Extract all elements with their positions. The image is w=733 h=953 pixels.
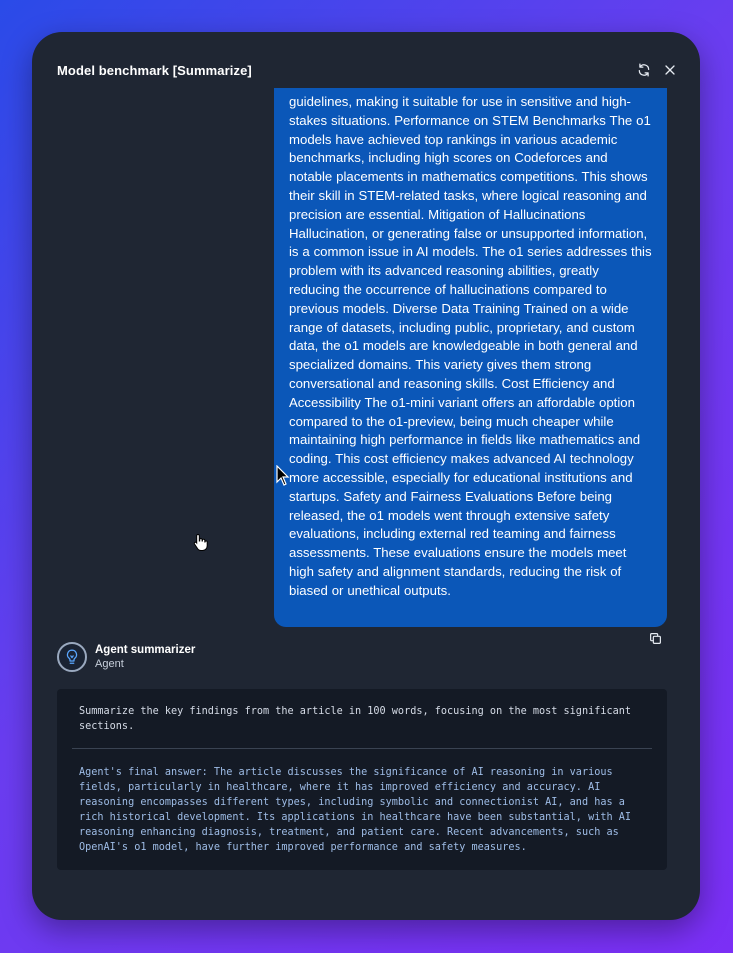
dialog-title: Model benchmark [Summarize]	[57, 62, 252, 78]
refresh-icon[interactable]	[636, 62, 652, 78]
agent-info	[95, 643, 195, 671]
agent-name: Agent summarizer	[95, 644, 196, 656]
dialog-header	[57, 60, 678, 80]
close-icon[interactable]	[662, 62, 678, 78]
panel-divider	[72, 748, 652, 749]
agent-prompt-text: Summarize the key findings from the article in 100 words, focusing on the most significant sections.	[79, 706, 632, 732]
agent-output-panel	[57, 689, 667, 870]
agent-header	[57, 642, 195, 672]
lightbulb-icon	[57, 642, 87, 672]
agent-final-answer: Agent's final answer: The article discusses the significance of AI reasoning in various fields, particularly in healthcare, where it has improved efficiency and accuracy. AI reasoning encompasses different types, including symbolic and connectionist AI, and has a rich historical development. Its applications in healthcare have been substantial, with AI reasoning enhancing diagnosis, treatment, and patient care. Recent advancements, such as OpenAI's o1 model, have further improved performance and safety measures.	[79, 767, 632, 853]
user-message-text: guidelines, making it suitable for use in sensitive and high-stakes situations. Performance on STEM Benchmarks The o1 models have achieved top rankings in various academic benchmarks, including high scores on Codeforces and notable placements in mathematics competitions. This shows their skill in STEM-related tasks, where logical reasoning and precision are essential. Mitigation of Hallucinations Hallucination, or generating false or unsupported information, is a common issue in AI models. The o1 series addresses this problem with its advanced reasoning abilities, greatly reducing the occurrence of hallucinations compared to previous models. Diverse Data Training Trained on a wide range of datasets, including public, proprietary, and custom data, the o1 models are knowledgeable in both general and specialized domains. This variety gives them strong conversational and reasoning skills. Cost Efficiency and Accessibility The o1-mini variant offers an affordable option compared to the o1-preview, being much cheaper while maintaining high performance in fields like mathematics and coding. This cost efficiency makes advanced AI technology more accessible, especially for educational institutions and startups. Safety and Fairness Evaluations Before being released, the o1 models went through extensive safety evaluations, including external red teaming and fairness assessments. These evaluations ensure the models meet high safety and alignment standards, reducing the risk of biased or unethical outputs.	[289, 94, 652, 598]
benchmark-dialog	[32, 32, 700, 920]
agent-role: Agent	[95, 658, 124, 670]
header-actions	[636, 62, 678, 78]
user-message-bubble	[274, 88, 667, 627]
copy-icon[interactable]	[649, 632, 663, 646]
